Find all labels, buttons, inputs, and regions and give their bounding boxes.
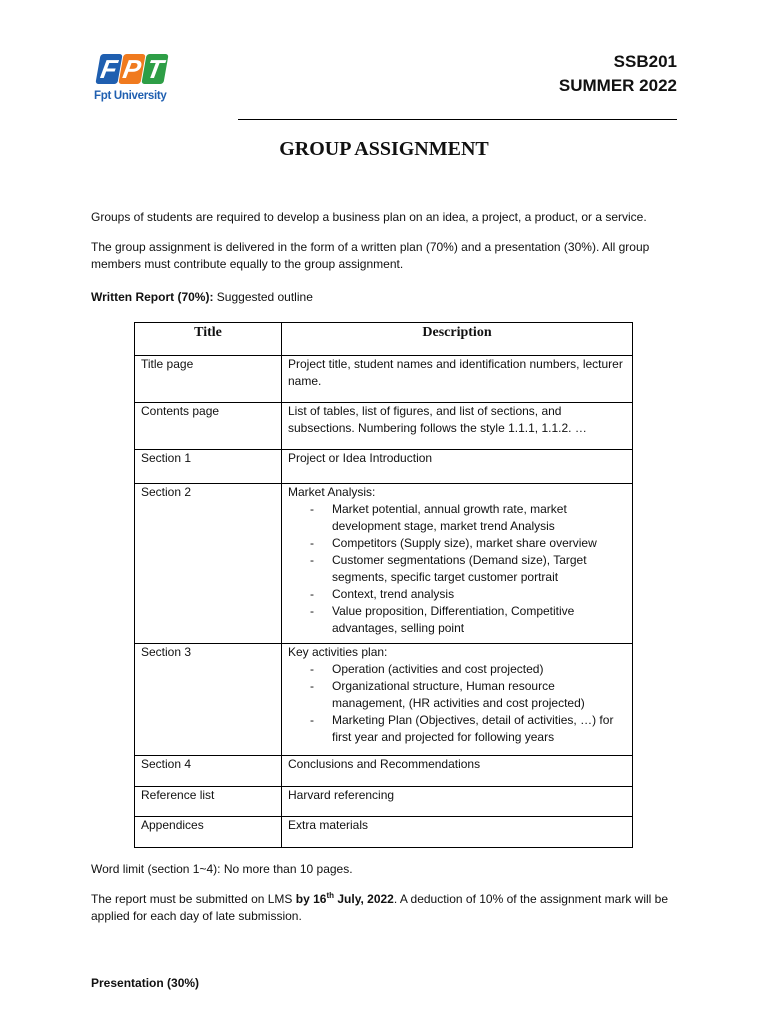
table-row bbox=[135, 484, 633, 644]
row-description: Extra materials bbox=[282, 817, 633, 848]
row-title: Reference list bbox=[135, 787, 282, 817]
row-description: Project or Idea Introduction bbox=[282, 450, 633, 484]
table-header-row bbox=[135, 323, 633, 356]
deadline-suffix: th bbox=[326, 891, 335, 900]
table-row bbox=[135, 756, 633, 787]
table-row bbox=[135, 403, 633, 450]
logo-letter-t: T bbox=[141, 54, 168, 84]
course-info bbox=[559, 50, 677, 98]
list-item: - Value proposition, Differentiation, Competitive advantages, selling point bbox=[288, 603, 626, 637]
row-title: Appendices bbox=[135, 817, 282, 848]
deadline-day: by 16 bbox=[295, 892, 327, 906]
table-row bbox=[135, 644, 633, 756]
table-row bbox=[135, 356, 633, 403]
university-name: Fpt University bbox=[94, 90, 167, 102]
table-row bbox=[135, 817, 633, 848]
row-description: Project title, student names and identification numbers, lecturer name. bbox=[282, 356, 633, 403]
list-item: - Organizational structure, Human resource management, (HR activities and cost projected) bbox=[288, 678, 626, 712]
written-report-label: Written Report (70%): bbox=[91, 290, 214, 304]
header-description: Description bbox=[282, 323, 633, 356]
submission-pre: The report must be submitted on LMS bbox=[91, 892, 296, 906]
list-item: - Context, trend analysis bbox=[288, 586, 626, 603]
header-title: Title bbox=[135, 323, 282, 356]
table-row bbox=[135, 787, 633, 817]
deadline-rest: July, 2022 bbox=[334, 892, 394, 906]
logo-letter-f: F bbox=[95, 54, 122, 84]
list-item: - Operation (activities and cost projected) bbox=[288, 661, 626, 678]
presentation-heading: Presentation (30%) bbox=[91, 976, 200, 990]
row-title: Section 4 bbox=[135, 756, 282, 787]
section3-intro: Key activities plan: bbox=[288, 645, 388, 659]
word-limit-note: Word limit (section 1~4): No more than 10 pages. bbox=[91, 862, 353, 876]
row-description: Conclusions and Recommendations bbox=[282, 756, 633, 787]
list-item: - Market potential, annual growth rate, market development stage, market trend Analysis bbox=[288, 501, 626, 535]
intro-paragraph-2: The group assignment is delivered in the form of a written plan (70%) and a presentation (30%). All group members must contribute equally to the group assignment. bbox=[91, 240, 650, 271]
row-description: Harvard referencing bbox=[282, 787, 633, 817]
written-report-rest: Suggested outline bbox=[213, 290, 313, 304]
row-description bbox=[282, 644, 633, 756]
page-title: GROUP ASSIGNMENT bbox=[279, 138, 489, 160]
section3-list bbox=[288, 661, 626, 746]
course-term: SUMMER 2022 bbox=[558, 76, 677, 95]
row-title: Title page bbox=[135, 356, 282, 403]
row-title: Contents page bbox=[135, 403, 282, 450]
list-item: - Competitors (Supply size), market share overview bbox=[288, 535, 626, 552]
row-title: Section 2 bbox=[135, 484, 282, 644]
logo-letter-p: P bbox=[118, 54, 145, 84]
submission-note bbox=[91, 891, 681, 925]
written-report-heading bbox=[91, 289, 681, 306]
row-description: List of tables, list of figures, and list of sections, and subsections. Numbering follows the style 1.1.1, 1.1.2. … bbox=[282, 403, 633, 450]
row-description bbox=[282, 484, 633, 644]
header-divider bbox=[238, 119, 677, 120]
row-title: Section 3 bbox=[135, 644, 282, 756]
course-code: SSB201 bbox=[613, 52, 677, 71]
row-title: Section 1 bbox=[135, 450, 282, 484]
table-row bbox=[135, 450, 633, 484]
fpt-university-logo bbox=[94, 50, 174, 112]
list-item: - Customer segmentations (Demand size), Target segments, specific target customer portrait bbox=[288, 552, 626, 586]
list-item: - Marketing Plan (Objectives, detail of activities, …) for first year and projected for following years bbox=[288, 712, 626, 746]
submission-deadline bbox=[296, 892, 394, 906]
section2-intro: Market Analysis: bbox=[288, 485, 376, 499]
section2-list bbox=[288, 501, 626, 637]
submission-post: . A deduction of 10% of the assignment mark will be applied for each day of late submission. bbox=[91, 892, 668, 923]
intro-paragraph-1: Groups of students are required to develop a business plan on an idea, a project, a product, or a service. bbox=[91, 210, 647, 224]
outline-table bbox=[134, 322, 633, 848]
